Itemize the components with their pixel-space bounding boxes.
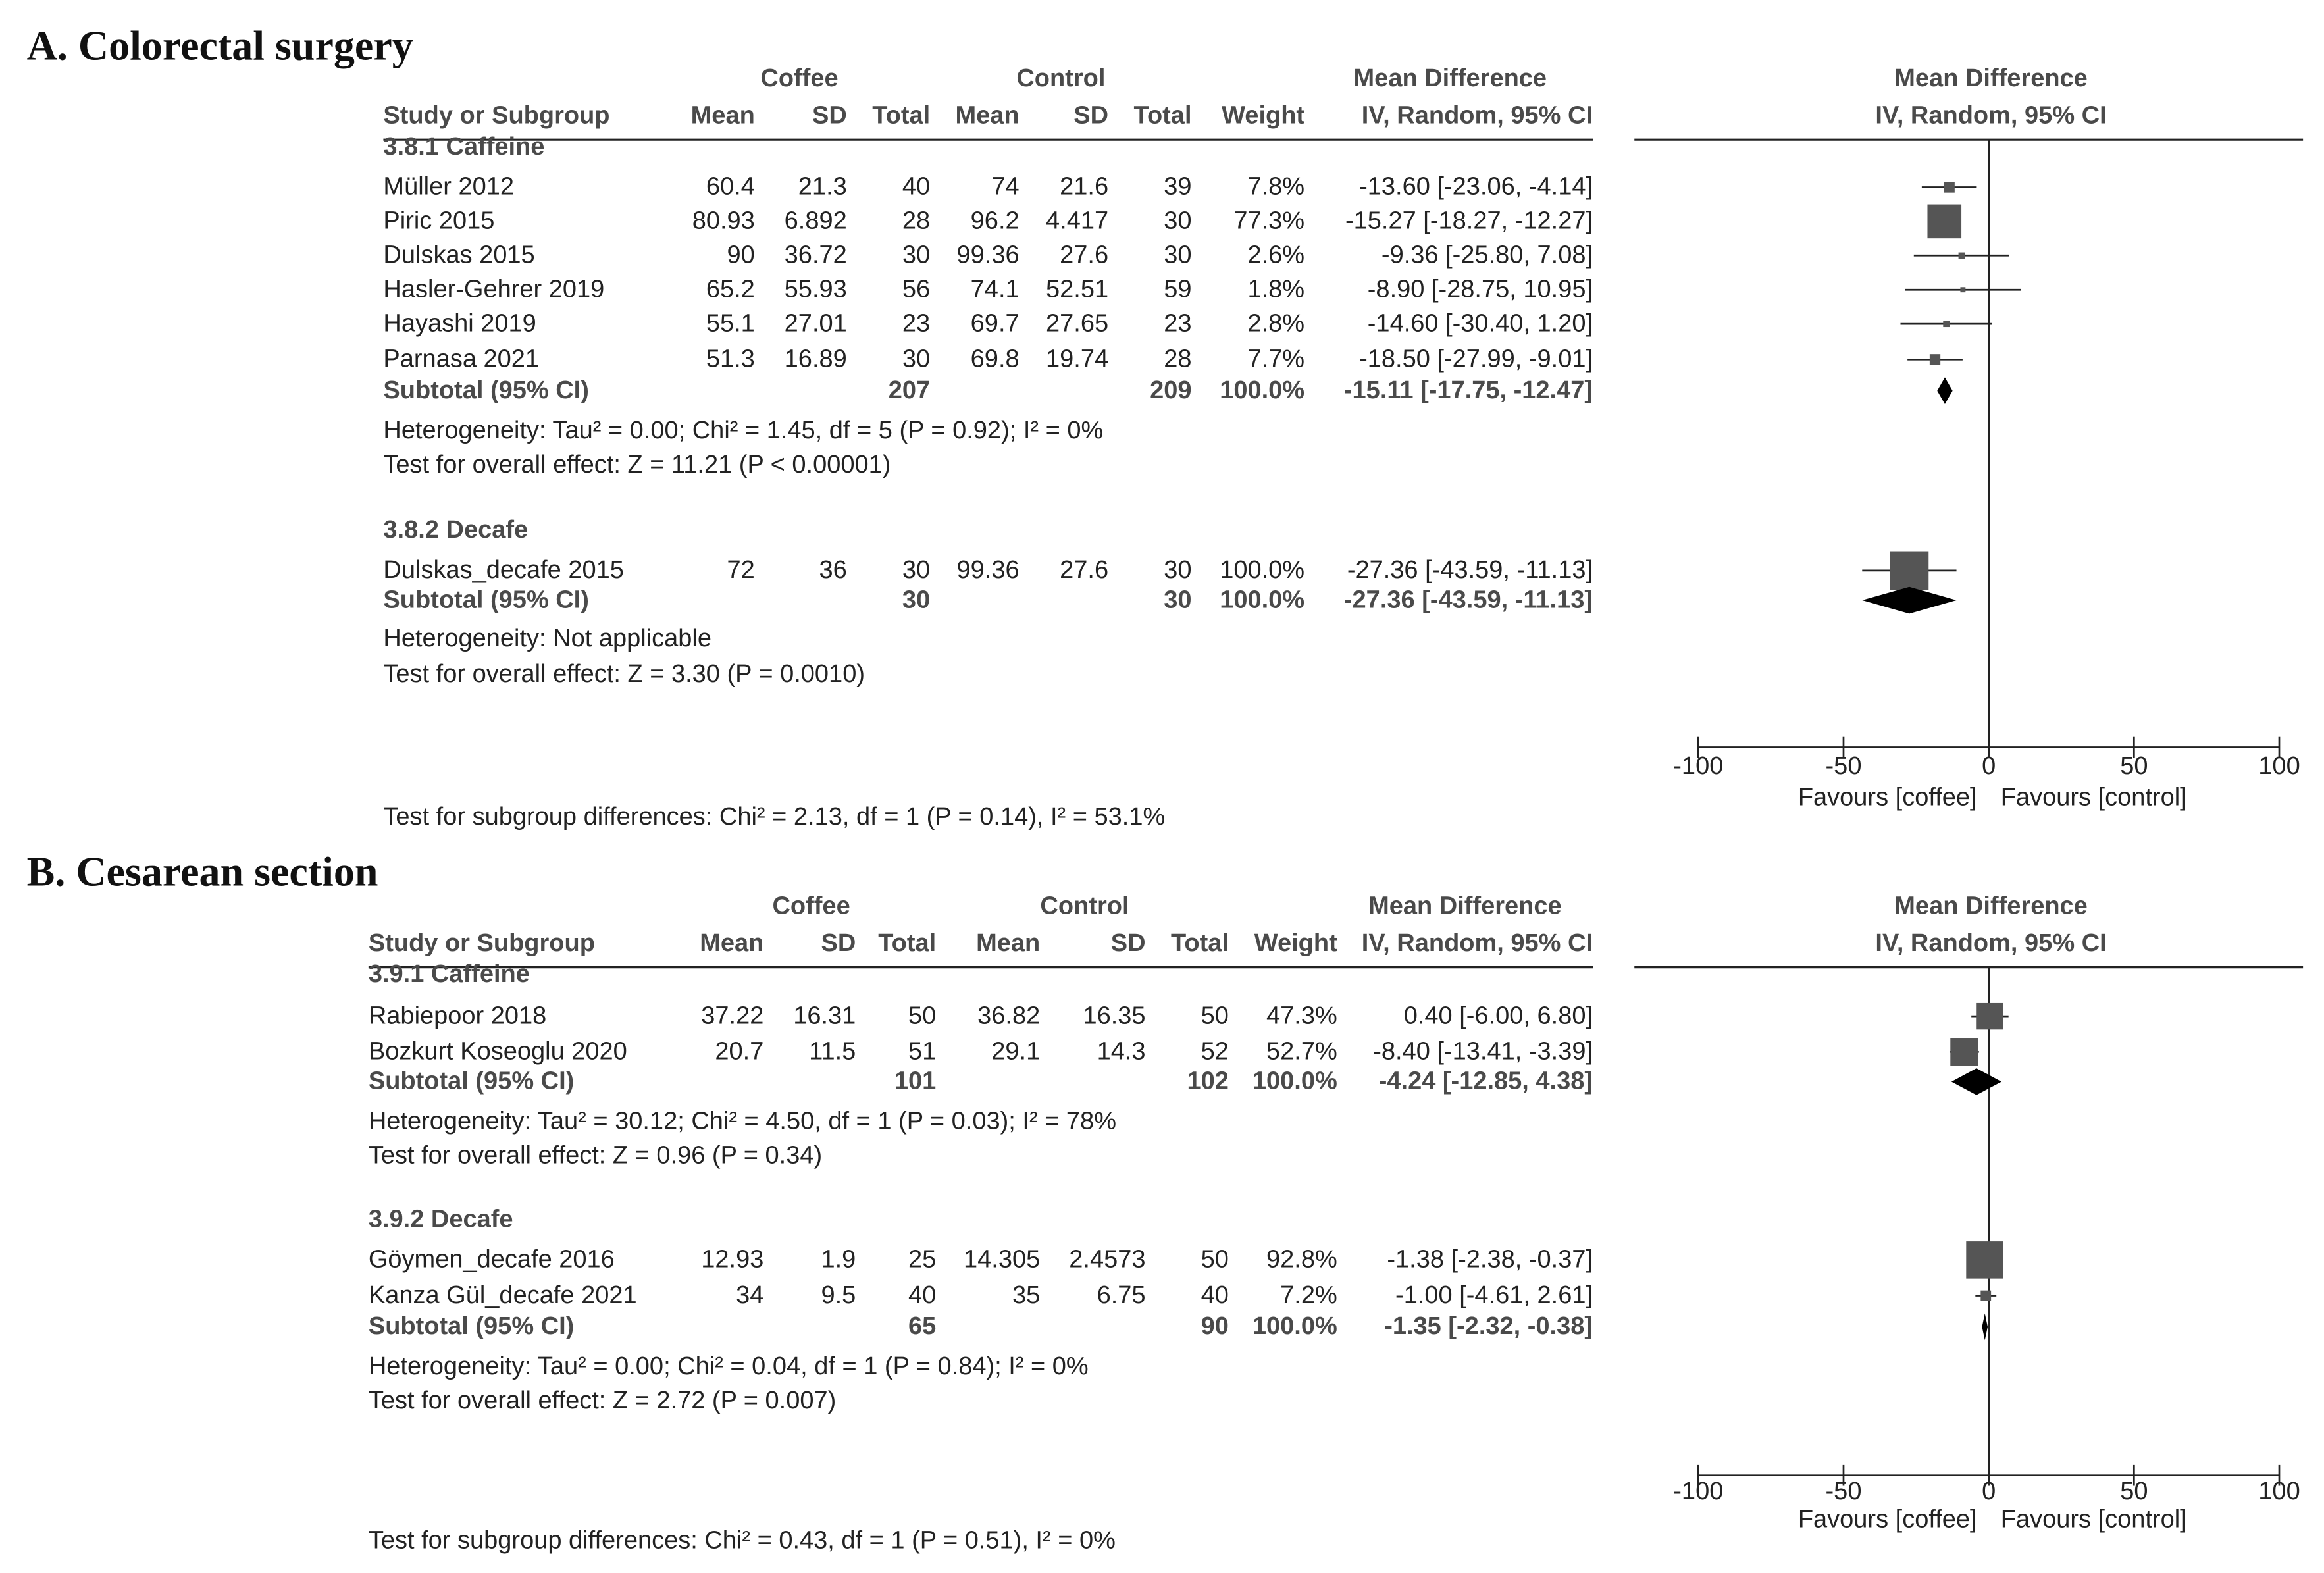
control-sd: 27.65 bbox=[1046, 309, 1109, 338]
coffee-total: 30 bbox=[902, 556, 931, 584]
coffee-group-header: Coffee bbox=[772, 892, 850, 920]
subgroup-differences-test: Test for subgroup differences: Chi² = 0.43, df = 1 (P = 0.51), I² = 0% bbox=[368, 1526, 1116, 1555]
study-weight: 47.3% bbox=[1266, 1002, 1337, 1030]
coffee-mean: 80.93 bbox=[692, 207, 755, 235]
control-total: 23 bbox=[1164, 309, 1192, 338]
study-name: Müller 2012 bbox=[383, 172, 514, 201]
study-column-header: Study or Subgroup bbox=[368, 929, 595, 957]
panel-title: B. Cesarean section bbox=[26, 848, 378, 895]
coffee-sd-header: SD bbox=[821, 929, 856, 957]
favours-coffee-label: Favours [coffee] bbox=[1797, 783, 1977, 812]
study-ci-text: -18.50 [-27.99, -9.01] bbox=[1359, 345, 1593, 373]
coffee-sd: 1.9 bbox=[821, 1245, 856, 1274]
coffee-total: 40 bbox=[908, 1281, 937, 1309]
subtotal-control-total: 30 bbox=[1164, 586, 1192, 614]
subtotal-weight: 100.0% bbox=[1252, 1312, 1337, 1341]
coffee-mean: 12.93 bbox=[701, 1245, 764, 1274]
x-axis-tick-label: 0 bbox=[1982, 1477, 1996, 1505]
study-effect-square bbox=[1944, 182, 1954, 192]
x-axis-tick-label: 100 bbox=[2258, 1477, 2300, 1505]
study-weight: 2.8% bbox=[1247, 309, 1305, 338]
x-axis-tick-label: 100 bbox=[2258, 752, 2300, 781]
coffee-total: 50 bbox=[908, 1002, 937, 1030]
control-sd: 4.417 bbox=[1046, 207, 1109, 235]
control-mean-header: Mean bbox=[976, 929, 1041, 957]
subtotal-label: Subtotal (95% CI) bbox=[368, 1067, 575, 1095]
coffee-total: 56 bbox=[902, 275, 931, 303]
coffee-sd: 36.72 bbox=[784, 241, 847, 269]
control-mean: 35 bbox=[1012, 1281, 1041, 1309]
study-effect-square bbox=[1930, 354, 1940, 365]
study-effect-square bbox=[1890, 552, 1929, 590]
coffee-sd: 27.01 bbox=[784, 309, 847, 338]
ci-method-header: IV, Random, 95% CI bbox=[1361, 929, 1593, 957]
control-sd-header: SD bbox=[1073, 101, 1109, 130]
subtotal-diamond bbox=[1862, 587, 1956, 614]
x-axis-tick-label: 50 bbox=[2120, 1477, 2148, 1505]
coffee-sd: 6.892 bbox=[784, 207, 847, 235]
study-ci-text: -27.36 [-43.59, -11.13] bbox=[1347, 556, 1593, 584]
study-weight: 7.7% bbox=[1247, 345, 1305, 373]
control-sd: 52.51 bbox=[1046, 275, 1109, 303]
study-name: Piric 2015 bbox=[383, 207, 495, 235]
study-column-header: Study or Subgroup bbox=[383, 101, 610, 130]
coffee-mean: 65.2 bbox=[706, 275, 755, 303]
study-name: Rabiepoor 2018 bbox=[368, 1002, 547, 1030]
study-ci-text: -8.40 [-13.41, -3.39] bbox=[1373, 1037, 1593, 1066]
study-effect-square bbox=[1943, 321, 1950, 327]
coffee-mean: 51.3 bbox=[706, 345, 755, 373]
favours-control-label: Favours [control] bbox=[2000, 1505, 2187, 1534]
coffee-mean: 60.4 bbox=[706, 172, 755, 201]
subtotal-diamond bbox=[1937, 377, 1952, 404]
control-sd: 6.75 bbox=[1097, 1281, 1146, 1309]
control-group-header: Control bbox=[1040, 892, 1129, 920]
coffee-sd-header: SD bbox=[812, 101, 847, 130]
study-weight: 1.8% bbox=[1247, 275, 1305, 303]
subtotal-ci-text: -1.35 [-2.32, -0.38] bbox=[1384, 1312, 1593, 1341]
heterogeneity-text: Heterogeneity: Not applicable bbox=[383, 625, 711, 653]
subtotal-label: Subtotal (95% CI) bbox=[383, 376, 589, 405]
subtotal-diamond bbox=[1951, 1068, 2001, 1095]
weight-header: Weight bbox=[1222, 101, 1305, 130]
subgroup-name: 3.8.1 Caffeine bbox=[383, 132, 545, 161]
control-total-header: Total bbox=[1170, 929, 1229, 957]
control-sd: 2.4573 bbox=[1069, 1245, 1146, 1274]
control-total: 52 bbox=[1201, 1037, 1229, 1066]
coffee-sd: 16.31 bbox=[793, 1002, 856, 1030]
control-mean-header: Mean bbox=[955, 101, 1020, 130]
subtotal-label: Subtotal (95% CI) bbox=[368, 1312, 575, 1341]
subtotal-weight: 100.0% bbox=[1220, 376, 1305, 405]
study-weight: 100.0% bbox=[1220, 556, 1305, 584]
heterogeneity-text: Heterogeneity: Tau² = 0.00; Chi² = 0.04, df = 1 (P = 0.84); I² = 0% bbox=[368, 1353, 1089, 1381]
mean-difference-header: Mean Difference bbox=[1353, 64, 1547, 92]
study-weight: 52.7% bbox=[1266, 1037, 1337, 1066]
study-ci-text: -1.38 [-2.38, -0.37] bbox=[1387, 1245, 1593, 1274]
coffee-sd: 36 bbox=[819, 556, 847, 584]
coffee-mean: 37.22 bbox=[701, 1002, 764, 1030]
study-effect-square bbox=[1966, 1241, 2003, 1279]
favours-control-label: Favours [control] bbox=[2000, 783, 2187, 812]
coffee-mean-header: Mean bbox=[690, 101, 755, 130]
control-total: 40 bbox=[1201, 1281, 1229, 1309]
mean-difference-header: Mean Difference bbox=[1368, 892, 1562, 920]
coffee-total: 40 bbox=[902, 172, 931, 201]
study-ci-text: -8.90 [-28.75, 10.95] bbox=[1367, 275, 1593, 303]
study-ci-text: 0.40 [-6.00, 6.80] bbox=[1403, 1002, 1593, 1030]
weight-header: Weight bbox=[1254, 929, 1337, 957]
control-total: 59 bbox=[1164, 275, 1192, 303]
coffee-sd: 9.5 bbox=[821, 1281, 856, 1309]
control-total: 28 bbox=[1164, 345, 1192, 373]
study-weight: 2.6% bbox=[1247, 241, 1305, 269]
control-group-header: Control bbox=[1016, 64, 1106, 92]
control-total: 39 bbox=[1164, 172, 1192, 201]
coffee-group-header: Coffee bbox=[760, 64, 839, 92]
plot-mean-difference-header: Mean Difference bbox=[1894, 64, 2088, 92]
coffee-total: 30 bbox=[902, 345, 931, 373]
x-axis-tick-label: -100 bbox=[1673, 752, 1724, 781]
subtotal-coffee-total: 101 bbox=[894, 1067, 937, 1095]
study-effect-square bbox=[1976, 1003, 2003, 1029]
control-sd: 21.6 bbox=[1060, 172, 1109, 201]
coffee-total: 28 bbox=[902, 207, 931, 235]
subtotal-control-total: 90 bbox=[1201, 1312, 1229, 1341]
control-sd: 27.6 bbox=[1060, 241, 1109, 269]
control-mean: 36.82 bbox=[977, 1002, 1041, 1030]
subtotal-coffee-total: 30 bbox=[902, 586, 931, 614]
subtotal-ci-text: -4.24 [-12.85, 4.38] bbox=[1378, 1067, 1593, 1095]
panel-title: A. Colorectal surgery bbox=[26, 22, 413, 69]
ci-method-header: IV, Random, 95% CI bbox=[1361, 101, 1593, 130]
study-name: Dulskas 2015 bbox=[383, 241, 535, 269]
subtotal-label: Subtotal (95% CI) bbox=[383, 586, 589, 614]
plot-mean-difference-header: Mean Difference bbox=[1894, 892, 2088, 920]
study-weight: 92.8% bbox=[1266, 1245, 1337, 1274]
plot-method-header: IV, Random, 95% CI bbox=[1875, 101, 2107, 130]
coffee-sd: 16.89 bbox=[784, 345, 847, 373]
favours-coffee-label: Favours [coffee] bbox=[1797, 1505, 1977, 1534]
study-ci-text: -1.00 [-4.61, 2.61] bbox=[1395, 1281, 1593, 1309]
study-name: Hasler-Gehrer 2019 bbox=[383, 275, 605, 303]
control-mean: 74.1 bbox=[970, 275, 1020, 303]
x-axis-tick-label: 0 bbox=[1982, 752, 1996, 781]
coffee-mean: 90 bbox=[727, 241, 755, 269]
study-weight: 7.8% bbox=[1247, 172, 1305, 201]
study-effect-square bbox=[1927, 205, 1961, 239]
overall-effect-text: Test for overall effect: Z = 2.72 (P = 0.007) bbox=[368, 1387, 837, 1415]
control-mean: 14.305 bbox=[964, 1245, 1041, 1274]
control-total: 30 bbox=[1164, 241, 1192, 269]
coffee-mean: 20.7 bbox=[715, 1037, 764, 1066]
subgroup-differences-test: Test for subgroup differences: Chi² = 2.13, df = 1 (P = 0.14), I² = 53.1% bbox=[383, 802, 1166, 831]
study-ci-text: -13.60 [-23.06, -4.14] bbox=[1359, 172, 1593, 201]
control-sd-header: SD bbox=[1110, 929, 1146, 957]
overall-effect-text: Test for overall effect: Z = 0.96 (P = 0.34) bbox=[368, 1141, 823, 1170]
control-total: 50 bbox=[1201, 1245, 1229, 1274]
control-mean: 29.1 bbox=[991, 1037, 1041, 1066]
study-name: Parnasa 2021 bbox=[383, 345, 540, 373]
study-name: Kanza Gül_decafe 2021 bbox=[368, 1281, 637, 1309]
study-effect-square bbox=[1960, 287, 1965, 292]
coffee-total: 23 bbox=[902, 309, 931, 338]
overall-effect-text: Test for overall effect: Z = 11.21 (P < 0.00001) bbox=[383, 450, 891, 478]
subtotal-ci-text: -15.11 [-17.75, -12.47] bbox=[1343, 376, 1593, 405]
subtotal-weight: 100.0% bbox=[1220, 586, 1305, 614]
study-weight: 7.2% bbox=[1280, 1281, 1337, 1309]
control-total: 50 bbox=[1201, 1002, 1229, 1030]
control-mean: 99.36 bbox=[956, 556, 1020, 584]
study-ci-text: -14.60 [-30.40, 1.20] bbox=[1367, 309, 1593, 338]
coffee-mean: 72 bbox=[727, 556, 755, 584]
control-sd: 14.3 bbox=[1097, 1037, 1146, 1066]
coffee-sd: 11.5 bbox=[809, 1037, 856, 1066]
control-mean: 74 bbox=[991, 172, 1020, 201]
coffee-total-header: Total bbox=[872, 101, 931, 130]
coffee-mean: 55.1 bbox=[706, 309, 755, 338]
control-mean: 96.2 bbox=[970, 207, 1020, 235]
coffee-sd: 55.93 bbox=[784, 275, 847, 303]
control-total: 30 bbox=[1164, 207, 1192, 235]
coffee-mean: 34 bbox=[736, 1281, 764, 1309]
study-effect-square bbox=[1959, 253, 1965, 259]
overall-effect-text: Test for overall effect: Z = 3.30 (P = 0.0010) bbox=[383, 660, 865, 688]
subgroup-name: 3.9.1 Caffeine bbox=[368, 960, 530, 989]
subtotal-diamond bbox=[1982, 1314, 1988, 1341]
control-sd: 19.74 bbox=[1046, 345, 1109, 373]
subgroup-name: 3.8.2 Decafe bbox=[383, 516, 529, 544]
study-ci-text: -15.27 [-18.27, -12.27] bbox=[1345, 207, 1593, 235]
study-name: Göymen_decafe 2016 bbox=[368, 1245, 615, 1274]
x-axis-tick-label: -50 bbox=[1825, 1477, 1862, 1505]
control-mean: 99.36 bbox=[956, 241, 1020, 269]
coffee-sd: 21.3 bbox=[798, 172, 847, 201]
x-axis-tick-label: -50 bbox=[1825, 752, 1862, 781]
study-effect-square bbox=[1950, 1038, 1978, 1066]
subtotal-coffee-total: 65 bbox=[908, 1312, 937, 1341]
subtotal-control-total: 102 bbox=[1187, 1067, 1229, 1095]
x-axis-tick-label: -100 bbox=[1673, 1477, 1724, 1505]
control-sd: 27.6 bbox=[1060, 556, 1109, 584]
subtotal-control-total: 209 bbox=[1150, 376, 1192, 405]
subtotal-ci-text: -27.36 [-43.59, -11.13] bbox=[1343, 586, 1593, 614]
heterogeneity-text: Heterogeneity: Tau² = 0.00; Chi² = 1.45, df = 5 (P = 0.92); I² = 0% bbox=[383, 416, 1104, 444]
study-weight: 77.3% bbox=[1233, 207, 1305, 235]
control-total: 30 bbox=[1164, 556, 1192, 584]
plot-method-header: IV, Random, 95% CI bbox=[1875, 929, 2107, 957]
control-sd: 16.35 bbox=[1083, 1002, 1146, 1030]
coffee-total-header: Total bbox=[878, 929, 937, 957]
subtotal-weight: 100.0% bbox=[1252, 1067, 1337, 1095]
subtotal-coffee-total: 207 bbox=[888, 376, 931, 405]
study-effect-square bbox=[1980, 1291, 1991, 1301]
coffee-mean-header: Mean bbox=[700, 929, 764, 957]
control-total-header: Total bbox=[1133, 101, 1192, 130]
heterogeneity-text: Heterogeneity: Tau² = 30.12; Chi² = 4.50, df = 1 (P = 0.03); I² = 78% bbox=[368, 1107, 1116, 1135]
study-ci-text: -9.36 [-25.80, 7.08] bbox=[1381, 241, 1593, 269]
study-name: Dulskas_decafe 2015 bbox=[383, 556, 624, 584]
coffee-total: 25 bbox=[908, 1245, 937, 1274]
subgroup-name: 3.9.2 Decafe bbox=[368, 1205, 513, 1233]
control-mean: 69.7 bbox=[970, 309, 1020, 338]
control-mean: 69.8 bbox=[970, 345, 1020, 373]
study-name: Bozkurt Koseoglu 2020 bbox=[368, 1037, 627, 1066]
coffee-total: 51 bbox=[908, 1037, 937, 1066]
study-name: Hayashi 2019 bbox=[383, 309, 536, 338]
x-axis-tick-label: 50 bbox=[2120, 752, 2148, 781]
coffee-total: 30 bbox=[902, 241, 931, 269]
